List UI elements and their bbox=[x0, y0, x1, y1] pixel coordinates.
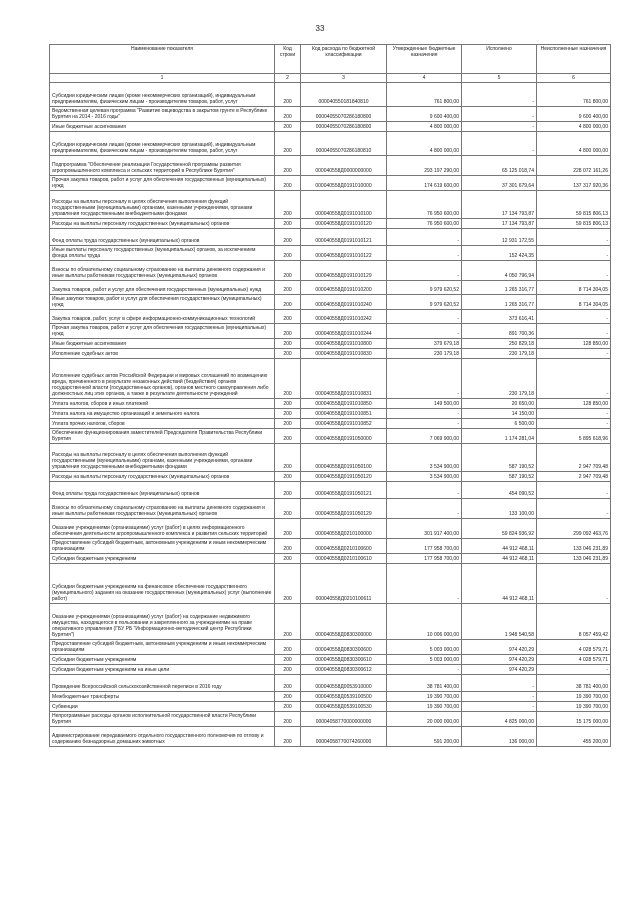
row-name: Межбюджетные трансферты bbox=[50, 692, 275, 702]
row-name: Закупка товаров, работ и услуг для обеспечения государственных (муниципальных) нужд bbox=[50, 281, 275, 295]
row-executed: - bbox=[462, 132, 537, 156]
row-unexecuted: 19 390 700,00 bbox=[537, 692, 611, 702]
row-executed: 12 931 172,55 bbox=[462, 229, 537, 246]
row-budget-code: 000040558Д0191050129 bbox=[301, 499, 387, 519]
row-line-code: 200 bbox=[275, 727, 301, 747]
row-line-code: 200 bbox=[275, 429, 301, 444]
row-unexecuted: 128 850,00 bbox=[537, 339, 611, 349]
row-budget-code: 00004055070286180800 bbox=[301, 107, 387, 122]
table-row bbox=[50, 702, 611, 712]
column-number: 1 bbox=[50, 74, 275, 83]
row-executed: - bbox=[462, 122, 537, 132]
row-unexecuted: - bbox=[537, 229, 611, 246]
row-executed: 20 650,00 bbox=[462, 399, 537, 409]
table-row bbox=[50, 409, 611, 419]
row-line-code: 200 bbox=[275, 176, 301, 191]
row-unexecuted: 133 046 231,89 bbox=[537, 539, 611, 554]
column-header: Исполнено bbox=[462, 45, 537, 74]
row-approved: 3 534 900,00 bbox=[387, 444, 462, 472]
row-executed: 587 190,52 bbox=[462, 444, 537, 472]
row-name: Взносы по обязательному социальному страхованию на выплаты денежного содержания и иные выплаты работникам государственных (муниципальных) органов bbox=[50, 261, 275, 281]
row-line-code: 200 bbox=[275, 324, 301, 339]
column-number: 3 bbox=[301, 74, 387, 83]
row-name: Субсидии юридическим лицам (кроме некоммерческих организаций), индивидуальным предпринимателям, физическим лицам - производителям товаров, работ, услуг bbox=[50, 132, 275, 156]
table-row bbox=[50, 191, 611, 219]
row-budget-code: 000040558Д0191010242 bbox=[301, 310, 387, 324]
row-executed: 37 301 679,64 bbox=[462, 176, 537, 191]
row-line-code: 200 bbox=[275, 310, 301, 324]
row-executed: 373 616,41 bbox=[462, 310, 537, 324]
table-row bbox=[50, 482, 611, 499]
row-line-code: 200 bbox=[275, 640, 301, 655]
row-line-code: 200 bbox=[275, 472, 301, 482]
row-budget-code: 000040558Д0191010122 bbox=[301, 246, 387, 261]
row-name: Субсидии бюджетным учреждениям bbox=[50, 554, 275, 564]
row-name: Субсидии бюджетным учреждениям на финансовое обеспечение государственного (муниципального) задания на оказание государственных (муниципальных) услуг (выполнение работ) bbox=[50, 564, 275, 604]
row-approved: 301 917 400,00 bbox=[387, 519, 462, 539]
table-row bbox=[50, 132, 611, 156]
row-approved: 9 979 620,52 bbox=[387, 281, 462, 295]
row-budget-code: 000040558Д0210100611 bbox=[301, 564, 387, 604]
row-unexecuted: 228 072 161,26 bbox=[537, 156, 611, 176]
table-row bbox=[50, 727, 611, 747]
table-row bbox=[50, 712, 611, 727]
row-name: Предоставление субсидий бюджетным, автономным учреждениям и иным некоммерческим организациям bbox=[50, 539, 275, 554]
row-budget-code: 000040558Д0539100530 bbox=[301, 702, 387, 712]
table-row bbox=[50, 281, 611, 295]
row-approved: - bbox=[387, 665, 462, 675]
row-name: Субсидии бюджетным учреждениям на иные цели bbox=[50, 665, 275, 675]
row-name: Проведение Всероссийской сельскохозяйственной переписи в 2016 году bbox=[50, 675, 275, 692]
row-approved: 293 197 290,00 bbox=[387, 156, 462, 176]
row-executed: 152 424,35 bbox=[462, 246, 537, 261]
table-row bbox=[50, 156, 611, 176]
row-unexecuted: 2 947 709,48 bbox=[537, 472, 611, 482]
row-approved: 38 781 400,00 bbox=[387, 675, 462, 692]
table-row bbox=[50, 692, 611, 702]
column-number: 5 bbox=[462, 74, 537, 83]
row-line-code: 200 bbox=[275, 554, 301, 564]
row-name: Исполнение судебных актов bbox=[50, 349, 275, 359]
row-approved: - bbox=[387, 310, 462, 324]
row-unexecuted: - bbox=[537, 419, 611, 429]
row-executed: 17 134 793,87 bbox=[462, 191, 537, 219]
row-budget-code: 00004055070286180800 bbox=[301, 122, 387, 132]
row-name: Иные выплаты персоналу государственных (муниципальных) органов, за исключением фонда оплаты труда bbox=[50, 246, 275, 261]
row-approved: - bbox=[387, 499, 462, 519]
row-line-code: 200 bbox=[275, 132, 301, 156]
row-line-code: 200 bbox=[275, 156, 301, 176]
row-approved: 4 800 000,00 bbox=[387, 132, 462, 156]
row-executed: 250 829,18 bbox=[462, 339, 537, 349]
row-executed: 974 420,29 bbox=[462, 665, 537, 675]
row-unexecuted: - bbox=[537, 310, 611, 324]
budget-execution-table bbox=[49, 44, 611, 747]
row-budget-code: 000040558Д0053910000 bbox=[301, 675, 387, 692]
row-unexecuted: 133 046 231,89 bbox=[537, 554, 611, 564]
row-approved: - bbox=[387, 564, 462, 604]
row-budget-code: 000040558Д0830300612 bbox=[301, 665, 387, 675]
table-row bbox=[50, 122, 611, 132]
column-number: 6 bbox=[537, 74, 611, 83]
row-approved: - bbox=[387, 324, 462, 339]
row-line-code: 200 bbox=[275, 444, 301, 472]
row-budget-code: 000040550181840810 bbox=[301, 83, 387, 107]
row-approved: 761 800,00 bbox=[387, 83, 462, 107]
row-line-code: 200 bbox=[275, 339, 301, 349]
row-name: Оказание учреждениями (организациями) услуг (работ) в целях информационного обеспечения деятельности агропромышленного комплекса и развития сельских территорий bbox=[50, 519, 275, 539]
table-row bbox=[50, 219, 611, 229]
row-approved: 230 179,18 bbox=[387, 349, 462, 359]
row-executed: 59 824 936,92 bbox=[462, 519, 537, 539]
table-row bbox=[50, 349, 611, 359]
column-number-row bbox=[50, 74, 611, 83]
row-unexecuted: 5 895 618,96 bbox=[537, 429, 611, 444]
row-unexecuted: 59 815 806,13 bbox=[537, 219, 611, 229]
column-header: Код строки bbox=[275, 45, 301, 74]
row-unexecuted: 4 800 000,00 bbox=[537, 132, 611, 156]
row-approved: 76 950 600,00 bbox=[387, 191, 462, 219]
row-budget-code: 000040558Д0191010240 bbox=[301, 295, 387, 310]
row-approved: 177 958 700,00 bbox=[387, 554, 462, 564]
row-line-code: 200 bbox=[275, 519, 301, 539]
row-line-code: 200 bbox=[275, 191, 301, 219]
table-row bbox=[50, 229, 611, 246]
row-unexecuted: 15 175 000,00 bbox=[537, 712, 611, 727]
column-header: Код расхода по бюджетной классификации bbox=[301, 45, 387, 74]
row-unexecuted: 299 092 463,76 bbox=[537, 519, 611, 539]
table-row bbox=[50, 324, 611, 339]
table-row bbox=[50, 554, 611, 564]
row-executed: 1 265 316,77 bbox=[462, 281, 537, 295]
column-header: Утвержденные бюджетные назначения bbox=[387, 45, 462, 74]
row-name: Обеспечение функционирования заместителей Председателя Правительства Республики Бурятия bbox=[50, 429, 275, 444]
row-approved: 5 003 000,00 bbox=[387, 655, 462, 665]
row-line-code: 200 bbox=[275, 349, 301, 359]
row-name: Фонд оплаты труда государственных (муниципальных) органов bbox=[50, 229, 275, 246]
table-row bbox=[50, 429, 611, 444]
table-row bbox=[50, 295, 611, 310]
row-budget-code: 00004055070286180810 bbox=[301, 132, 387, 156]
table-row bbox=[50, 539, 611, 554]
row-unexecuted: 137 317 920,36 bbox=[537, 176, 611, 191]
row-name: Расходы на выплаты персоналу государственных (муниципальных) органов bbox=[50, 219, 275, 229]
row-budget-code: 000040558Д0191050120 bbox=[301, 472, 387, 482]
row-budget-code: 000040558Д0191010129 bbox=[301, 261, 387, 281]
row-name: Администрирование передаваемого отдельного государственного полномочия по отлову и содержанию безнадзорных домашних животных bbox=[50, 727, 275, 747]
row-unexecuted: 2 947 709,48 bbox=[537, 444, 611, 472]
row-budget-code: 000040558Д0830300610 bbox=[301, 655, 387, 665]
row-approved: - bbox=[387, 419, 462, 429]
column-header: Наименование показателя bbox=[50, 45, 275, 74]
row-line-code: 200 bbox=[275, 399, 301, 409]
row-unexecuted: - bbox=[537, 359, 611, 399]
row-name: Оказание учреждениями (организациями) услуг (работ) на содержание недвижимого имущества, находящегося в пользовании и закрепленного за учреждениями на праве оперативного управления (ГБУ РБ "Информационно-методический центр Республики Бурятия") bbox=[50, 604, 275, 640]
row-approved: 379 679,18 bbox=[387, 339, 462, 349]
row-budget-code: 000040558Д0191050000 bbox=[301, 429, 387, 444]
row-approved: 19 390 700,00 bbox=[387, 692, 462, 702]
table-row bbox=[50, 519, 611, 539]
row-approved: 177 958 700,00 bbox=[387, 539, 462, 554]
row-name: Расходы на выплаты персоналу государственных (муниципальных) органов bbox=[50, 472, 275, 482]
row-executed: - bbox=[462, 83, 537, 107]
row-line-code: 200 bbox=[275, 83, 301, 107]
row-unexecuted: 59 815 806,13 bbox=[537, 191, 611, 219]
row-executed: 17 134 793,87 bbox=[462, 219, 537, 229]
row-budget-code: 000040558Д0830300600 bbox=[301, 640, 387, 655]
row-executed: 1 174 281,04 bbox=[462, 429, 537, 444]
row-unexecuted: - bbox=[537, 261, 611, 281]
row-budget-code: 000040558Д0210100600 bbox=[301, 539, 387, 554]
row-executed: 4 050 796,94 bbox=[462, 261, 537, 281]
row-unexecuted: - bbox=[537, 409, 611, 419]
row-unexecuted: 128 850,00 bbox=[537, 399, 611, 409]
row-name: Предоставление субсидий бюджетным, автономным учреждениям и иным некоммерческим организациям bbox=[50, 640, 275, 655]
table-row bbox=[50, 261, 611, 281]
row-name: Прочая закупка товаров, работ и услуг для обеспечения государственных (муниципальных) нужд bbox=[50, 176, 275, 191]
row-line-code: 200 bbox=[275, 539, 301, 554]
row-unexecuted: 19 390 700,00 bbox=[537, 702, 611, 712]
row-unexecuted: 455 200,00 bbox=[537, 727, 611, 747]
table-row bbox=[50, 564, 611, 604]
row-budget-code: 000040558Д0191010121 bbox=[301, 229, 387, 246]
table-row bbox=[50, 655, 611, 665]
row-line-code: 200 bbox=[275, 702, 301, 712]
row-unexecuted: 4 800 000,00 bbox=[537, 122, 611, 132]
row-line-code: 200 bbox=[275, 655, 301, 665]
table-row bbox=[50, 419, 611, 429]
row-unexecuted: - bbox=[537, 665, 611, 675]
row-name: Иные закупки товаров, работ и услуг для обеспечения государственных (муниципальных) нужд bbox=[50, 295, 275, 310]
table-header-row bbox=[50, 45, 611, 74]
row-budget-code: 000040558Д0191050121 bbox=[301, 482, 387, 499]
table-row bbox=[50, 472, 611, 482]
row-executed: 1 265 316,77 bbox=[462, 295, 537, 310]
table-row bbox=[50, 176, 611, 191]
row-name: Иные бюджетные ассигнования bbox=[50, 339, 275, 349]
row-approved: 3 534 900,00 bbox=[387, 472, 462, 482]
row-name: Подпрограмма "Обеспечение реализации Государственной программы развития агропромышленного комплекса и сельских территорий в Республике Бурятия" bbox=[50, 156, 275, 176]
table-row bbox=[50, 399, 611, 409]
row-name: Непрограммные расходы органов исполнительной государственной власти Республики Бурятия bbox=[50, 712, 275, 727]
row-name: Уплата прочих налогов, сборов bbox=[50, 419, 275, 429]
row-approved: - bbox=[387, 229, 462, 246]
row-line-code: 200 bbox=[275, 261, 301, 281]
row-budget-code: 000040558Д0191010850 bbox=[301, 399, 387, 409]
row-approved: 19 390 700,00 bbox=[387, 702, 462, 712]
row-executed: 136 000,00 bbox=[462, 727, 537, 747]
row-approved: 76 950 600,00 bbox=[387, 219, 462, 229]
row-approved: 9 979 620,52 bbox=[387, 295, 462, 310]
row-unexecuted: 8 714 304,05 bbox=[537, 281, 611, 295]
table-row bbox=[50, 444, 611, 472]
row-executed: 974 420,29 bbox=[462, 640, 537, 655]
row-executed: - bbox=[462, 107, 537, 122]
row-budget-code: 000040558Д0000000000 bbox=[301, 156, 387, 176]
row-unexecuted: 4 028 579,71 bbox=[537, 640, 611, 655]
row-executed: 587 190,52 bbox=[462, 472, 537, 482]
row-name: Исполнение судебных актов Российской Федерации и мировых соглашений по возмещению вреда, причиненного в результате незаконных действий (бездействия) органов государственной власти (государственных органов), органов местного самоуправления либо должностных лиц этих органов, а также в результате деятельности учреждений bbox=[50, 359, 275, 399]
row-approved: - bbox=[387, 409, 462, 419]
table-row bbox=[50, 359, 611, 399]
row-unexecuted: 8 057 459,42 bbox=[537, 604, 611, 640]
row-approved: 20 000 000,00 bbox=[387, 712, 462, 727]
row-executed: 44 912 468,11 bbox=[462, 554, 537, 564]
row-unexecuted: - bbox=[537, 349, 611, 359]
row-unexecuted: - bbox=[537, 246, 611, 261]
row-executed: - bbox=[462, 702, 537, 712]
row-budget-code: 000040558Д0191010852 bbox=[301, 419, 387, 429]
row-line-code: 200 bbox=[275, 295, 301, 310]
row-line-code: 200 bbox=[275, 409, 301, 419]
column-number: 4 bbox=[387, 74, 462, 83]
row-line-code: 200 bbox=[275, 499, 301, 519]
row-unexecuted: 761 800,00 bbox=[537, 83, 611, 107]
row-line-code: 200 bbox=[275, 482, 301, 499]
row-approved: - bbox=[387, 359, 462, 399]
table-row bbox=[50, 640, 611, 655]
row-budget-code: 000040558Д0191010244 bbox=[301, 324, 387, 339]
row-line-code: 200 bbox=[275, 229, 301, 246]
table-row bbox=[50, 499, 611, 519]
row-budget-code: 000040558Д0210100000 bbox=[301, 519, 387, 539]
row-executed: 14 150,00 bbox=[462, 409, 537, 419]
row-executed: 230 179,18 bbox=[462, 359, 537, 399]
row-executed: 974 420,29 bbox=[462, 655, 537, 665]
row-executed: - bbox=[462, 692, 537, 702]
row-line-code: 200 bbox=[275, 359, 301, 399]
row-approved: 10 006 000,00 bbox=[387, 604, 462, 640]
table-row bbox=[50, 665, 611, 675]
row-name: Прочая закупка товаров, работ и услуг для обеспечения государственных (муниципальных) нужд bbox=[50, 324, 275, 339]
row-name: Уплата налога на имущество организаций и земельного налога bbox=[50, 409, 275, 419]
row-budget-code: 000040558Д0830300000 bbox=[301, 604, 387, 640]
table-row bbox=[50, 675, 611, 692]
row-name: Субсидии бюджетным учреждениям bbox=[50, 655, 275, 665]
table-row bbox=[50, 310, 611, 324]
row-budget-code: 000040558Д0210100610 bbox=[301, 554, 387, 564]
row-unexecuted: 9 600 400,00 bbox=[537, 107, 611, 122]
row-name: Закупка товаров, работ, услуг в сфере информационно-коммуникационных технологий bbox=[50, 310, 275, 324]
row-approved: - bbox=[387, 261, 462, 281]
row-name: Уплата налогов, сборов и иных платежей bbox=[50, 399, 275, 409]
row-budget-code: 000040558Д0539100500 bbox=[301, 692, 387, 702]
row-budget-code: 000040558Д0191010851 bbox=[301, 409, 387, 419]
row-unexecuted: - bbox=[537, 324, 611, 339]
row-name: Взносы по обязательному социальному страхованию на выплаты денежного содержания и иные выплаты работникам государственных (муниципальных) органов bbox=[50, 499, 275, 519]
row-unexecuted: 4 028 579,71 bbox=[537, 655, 611, 665]
row-line-code: 200 bbox=[275, 712, 301, 727]
row-executed: 65 125 018,74 bbox=[462, 156, 537, 176]
row-unexecuted: - bbox=[537, 482, 611, 499]
row-budget-code: 00004058770000000000 bbox=[301, 712, 387, 727]
row-executed: 133 100,00 bbox=[462, 499, 537, 519]
row-approved: - bbox=[387, 246, 462, 261]
row-approved: 9 600 400,00 bbox=[387, 107, 462, 122]
row-budget-code: 000040558Д0191010831 bbox=[301, 359, 387, 399]
row-approved: 174 619 600,00 bbox=[387, 176, 462, 191]
table-row bbox=[50, 83, 611, 107]
row-line-code: 200 bbox=[275, 665, 301, 675]
row-budget-code: 000040558Д0191010200 bbox=[301, 281, 387, 295]
row-budget-code: 000040558Д0191010830 bbox=[301, 349, 387, 359]
column-number: 2 bbox=[275, 74, 301, 83]
row-line-code: 200 bbox=[275, 107, 301, 122]
row-approved: - bbox=[387, 482, 462, 499]
row-unexecuted: 38 781 400,00 bbox=[537, 675, 611, 692]
row-unexecuted: - bbox=[537, 564, 611, 604]
row-executed: 4 825 000,00 bbox=[462, 712, 537, 727]
row-budget-code: 000040558Д0191050100 bbox=[301, 444, 387, 472]
row-line-code: 200 bbox=[275, 219, 301, 229]
table-row bbox=[50, 604, 611, 640]
row-executed: 230 179,18 bbox=[462, 349, 537, 359]
row-approved: 591 200,00 bbox=[387, 727, 462, 747]
row-line-code: 200 bbox=[275, 419, 301, 429]
row-executed: 1 948 540,58 bbox=[462, 604, 537, 640]
row-name: Фонд оплаты труда государственных (муниципальных) органов bbox=[50, 482, 275, 499]
row-budget-code: 00004058770074260000 bbox=[301, 727, 387, 747]
row-budget-code: 000040558Д0191010120 bbox=[301, 219, 387, 229]
table-row bbox=[50, 339, 611, 349]
row-executed: 44 912 468,11 bbox=[462, 564, 537, 604]
row-approved: 4 800 000,00 bbox=[387, 122, 462, 132]
row-line-code: 200 bbox=[275, 122, 301, 132]
row-name: Субсидии юридическим лицам (кроме некоммерческих организаций), индивидуальным предпринимателям, физическим лицам - производителям товаров, работ, услуг bbox=[50, 83, 275, 107]
row-name: Ведомственная целевая программа "Развитие овцеводства в закрытом грунте в Республике Бурятия на 2014 - 2016 годы" bbox=[50, 107, 275, 122]
row-unexecuted: - bbox=[537, 499, 611, 519]
row-executed: 891 700,36 bbox=[462, 324, 537, 339]
row-unexecuted: 8 714 304,05 bbox=[537, 295, 611, 310]
row-line-code: 200 bbox=[275, 675, 301, 692]
column-header: Неисполненные назначения bbox=[537, 45, 611, 74]
row-executed: 44 912 468,11 bbox=[462, 539, 537, 554]
row-approved: 7 069 900,00 bbox=[387, 429, 462, 444]
table-row bbox=[50, 246, 611, 261]
row-name: Субвенции bbox=[50, 702, 275, 712]
row-line-code: 200 bbox=[275, 246, 301, 261]
row-approved: 5 003 000,00 bbox=[387, 640, 462, 655]
row-executed: - bbox=[462, 675, 537, 692]
row-line-code: 200 bbox=[275, 692, 301, 702]
row-line-code: 200 bbox=[275, 604, 301, 640]
row-executed: 6 500,00 bbox=[462, 419, 537, 429]
row-executed: 454 090,52 bbox=[462, 482, 537, 499]
row-approved: 149 500,00 bbox=[387, 399, 462, 409]
row-name: Расходы на выплаты персоналу в целях обеспечения выполнения функций государственными (муниципальными) органами, казенными учреждениями, органами управления государственными внебюджетными фондами bbox=[50, 191, 275, 219]
row-budget-code: 000040558Д0191010800 bbox=[301, 339, 387, 349]
row-name: Иные бюджетные ассигнования bbox=[50, 122, 275, 132]
row-name: Расходы на выплаты персоналу в целях обеспечения выполнения функций государственными (муниципальными) органами, казенными учреждениями, органами управления государственными внебюджетными фондами bbox=[50, 444, 275, 472]
row-line-code: 200 bbox=[275, 281, 301, 295]
row-budget-code: 000040558Д0191010000 bbox=[301, 176, 387, 191]
row-line-code: 200 bbox=[275, 564, 301, 604]
page-number: 33 bbox=[315, 24, 325, 33]
table-row bbox=[50, 107, 611, 122]
row-budget-code: 000040558Д0191010100 bbox=[301, 191, 387, 219]
